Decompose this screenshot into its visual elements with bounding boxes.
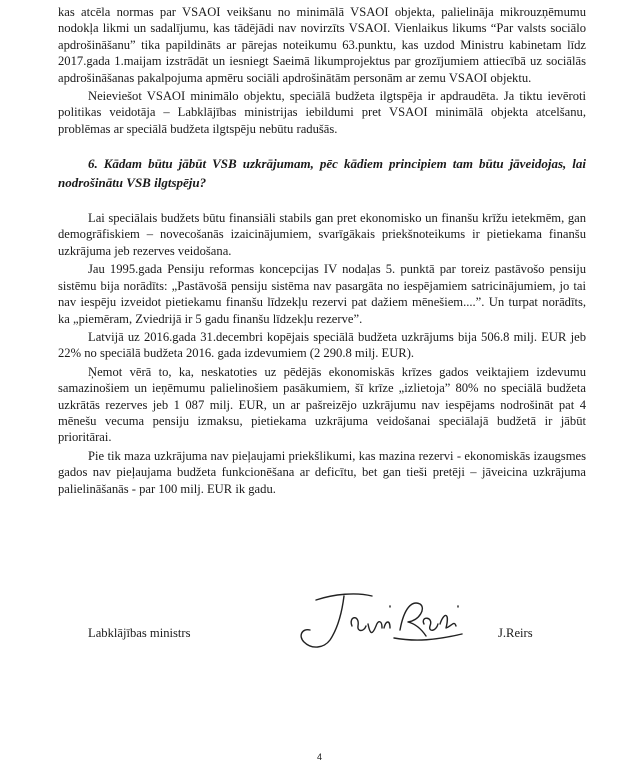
intro-paragraph: kas atcēla normas par VSAOI veikšanu no minimālā VSAOI objekta, palielināja mikrouzņēmumu nodokļa likmi un sadalījumu, kas tādējādi nav novirzīts VSAOI. Vienlaikus likums “Par valsts sociālo apdrošināšanu” tika papildināts ar pārejas noteikumu 63.punktu, kas uzdod Ministru kabinetam līdz 2017.gada 1.maijam izstrādāt un iesniegt Saeimā likumprojektus par grozījumiem attiecībā uz sociālās apdrošināšanas pakalpojuma apmēru sociāli apdrošinātām personām ar zemu VSAOI objektu.: [58, 5, 586, 85]
paragraph-crisis-reserve: Ņemot vērā to, ka, neskatoties uz pēdējās ekonomiskās krīzes gados veiktajiem izdevumu samazinošiem un ieņēmumu palielinošiem pasākumiem, šī krīze „izlietoja” 80% no speciālā budžeta uzkrātās rezerves jeb 1 087 milj. EUR, un ar pašreizējo uzkrājumu nav iespējams nodrošināt pat 4 mēnešu vecuma pensiju izmaksu, pietiekama uzkrājuma veidošanai speciālajā budžetā ir jābūt prioritārai.: [58, 364, 586, 445]
paragraph-pension-reform-1995: Jau 1995.gada Pensiju reformas koncepcijas IV nodaļas 5. punktā par toreiz pastāvošo pensiju sistēmu bija norādīts: „Pastāvošā pensiju sistēma nav pasargāta no iespējamiem satricinājumiem, jo tai nav iespēju izveidot pietiekamu finanšu līdzekļu rezervi pat dažiem mēnešiem....”. Un turpat norādīts, ka „piemēram, Zviedrijā ir 5 gadu finanšu līdzekļu rezerve”.: [58, 262, 586, 326]
minister-title: Labklājības ministrs: [88, 626, 191, 640]
paragraph-minimum-object: Neieviešot VSAOI minimālo objektu, speciālā budžeta ilgtspēja ir apdraudēta. Ja tiktu ievēroti politikas veidotāja – Labklājības ministrijas iebildumi pret VSAOI minimālā objekta atcelšanu, problēmas ar speciālā budžeta ilgtspēju nebūtu radušās.: [58, 89, 586, 136]
page-number: 4: [316, 752, 322, 762]
paragraph-reserve-growth: Pie tik maza uzkrājuma nav pieļaujami priekšlikumi, kas mazina rezervi - ekonomiskās izaugsmes gados nav pieļaujama budžeta funkcionēšana ar deficītu, bet gan tieši pretēji – jāveicina uzkrājuma palielināšanās - par 100 milj. EUR ik gadu.: [58, 448, 586, 496]
paragraph-financial-stability: Lai speciālais budžets būtu finansiāli stabils gan pret ekonomisko un finanšu krīžu ietekmēm, gan demogrāfiskiem – novecošanās izaicinājumiem, svarīgākais priekšnoteikums ir pietiekama finanšu uzkrājuma jeb rezerves veidošana.: [58, 211, 586, 258]
document-body: [58, 4, 586, 497]
signature-block: [58, 586, 586, 656]
handwritten-signature: [286, 586, 476, 654]
paragraph-accumulation-2016: Latvijā uz 2016.gada 31.decembri kopējais speciālā budžeta uzkrājums bija 506.8 milj. EUR jeb 22% no speciālā budžeta 2016. gada izdevumiem (2 290.8 milj. EUR).: [58, 329, 586, 361]
question-heading: 6. Kādam būtu jābūt VSB uzkrājumam, pēc kādiem principiem tam būtu jāveidojas, lai nodrošinātu VSB ilgtspēju?: [58, 156, 586, 190]
signer-name: J.Reirs: [498, 626, 533, 640]
